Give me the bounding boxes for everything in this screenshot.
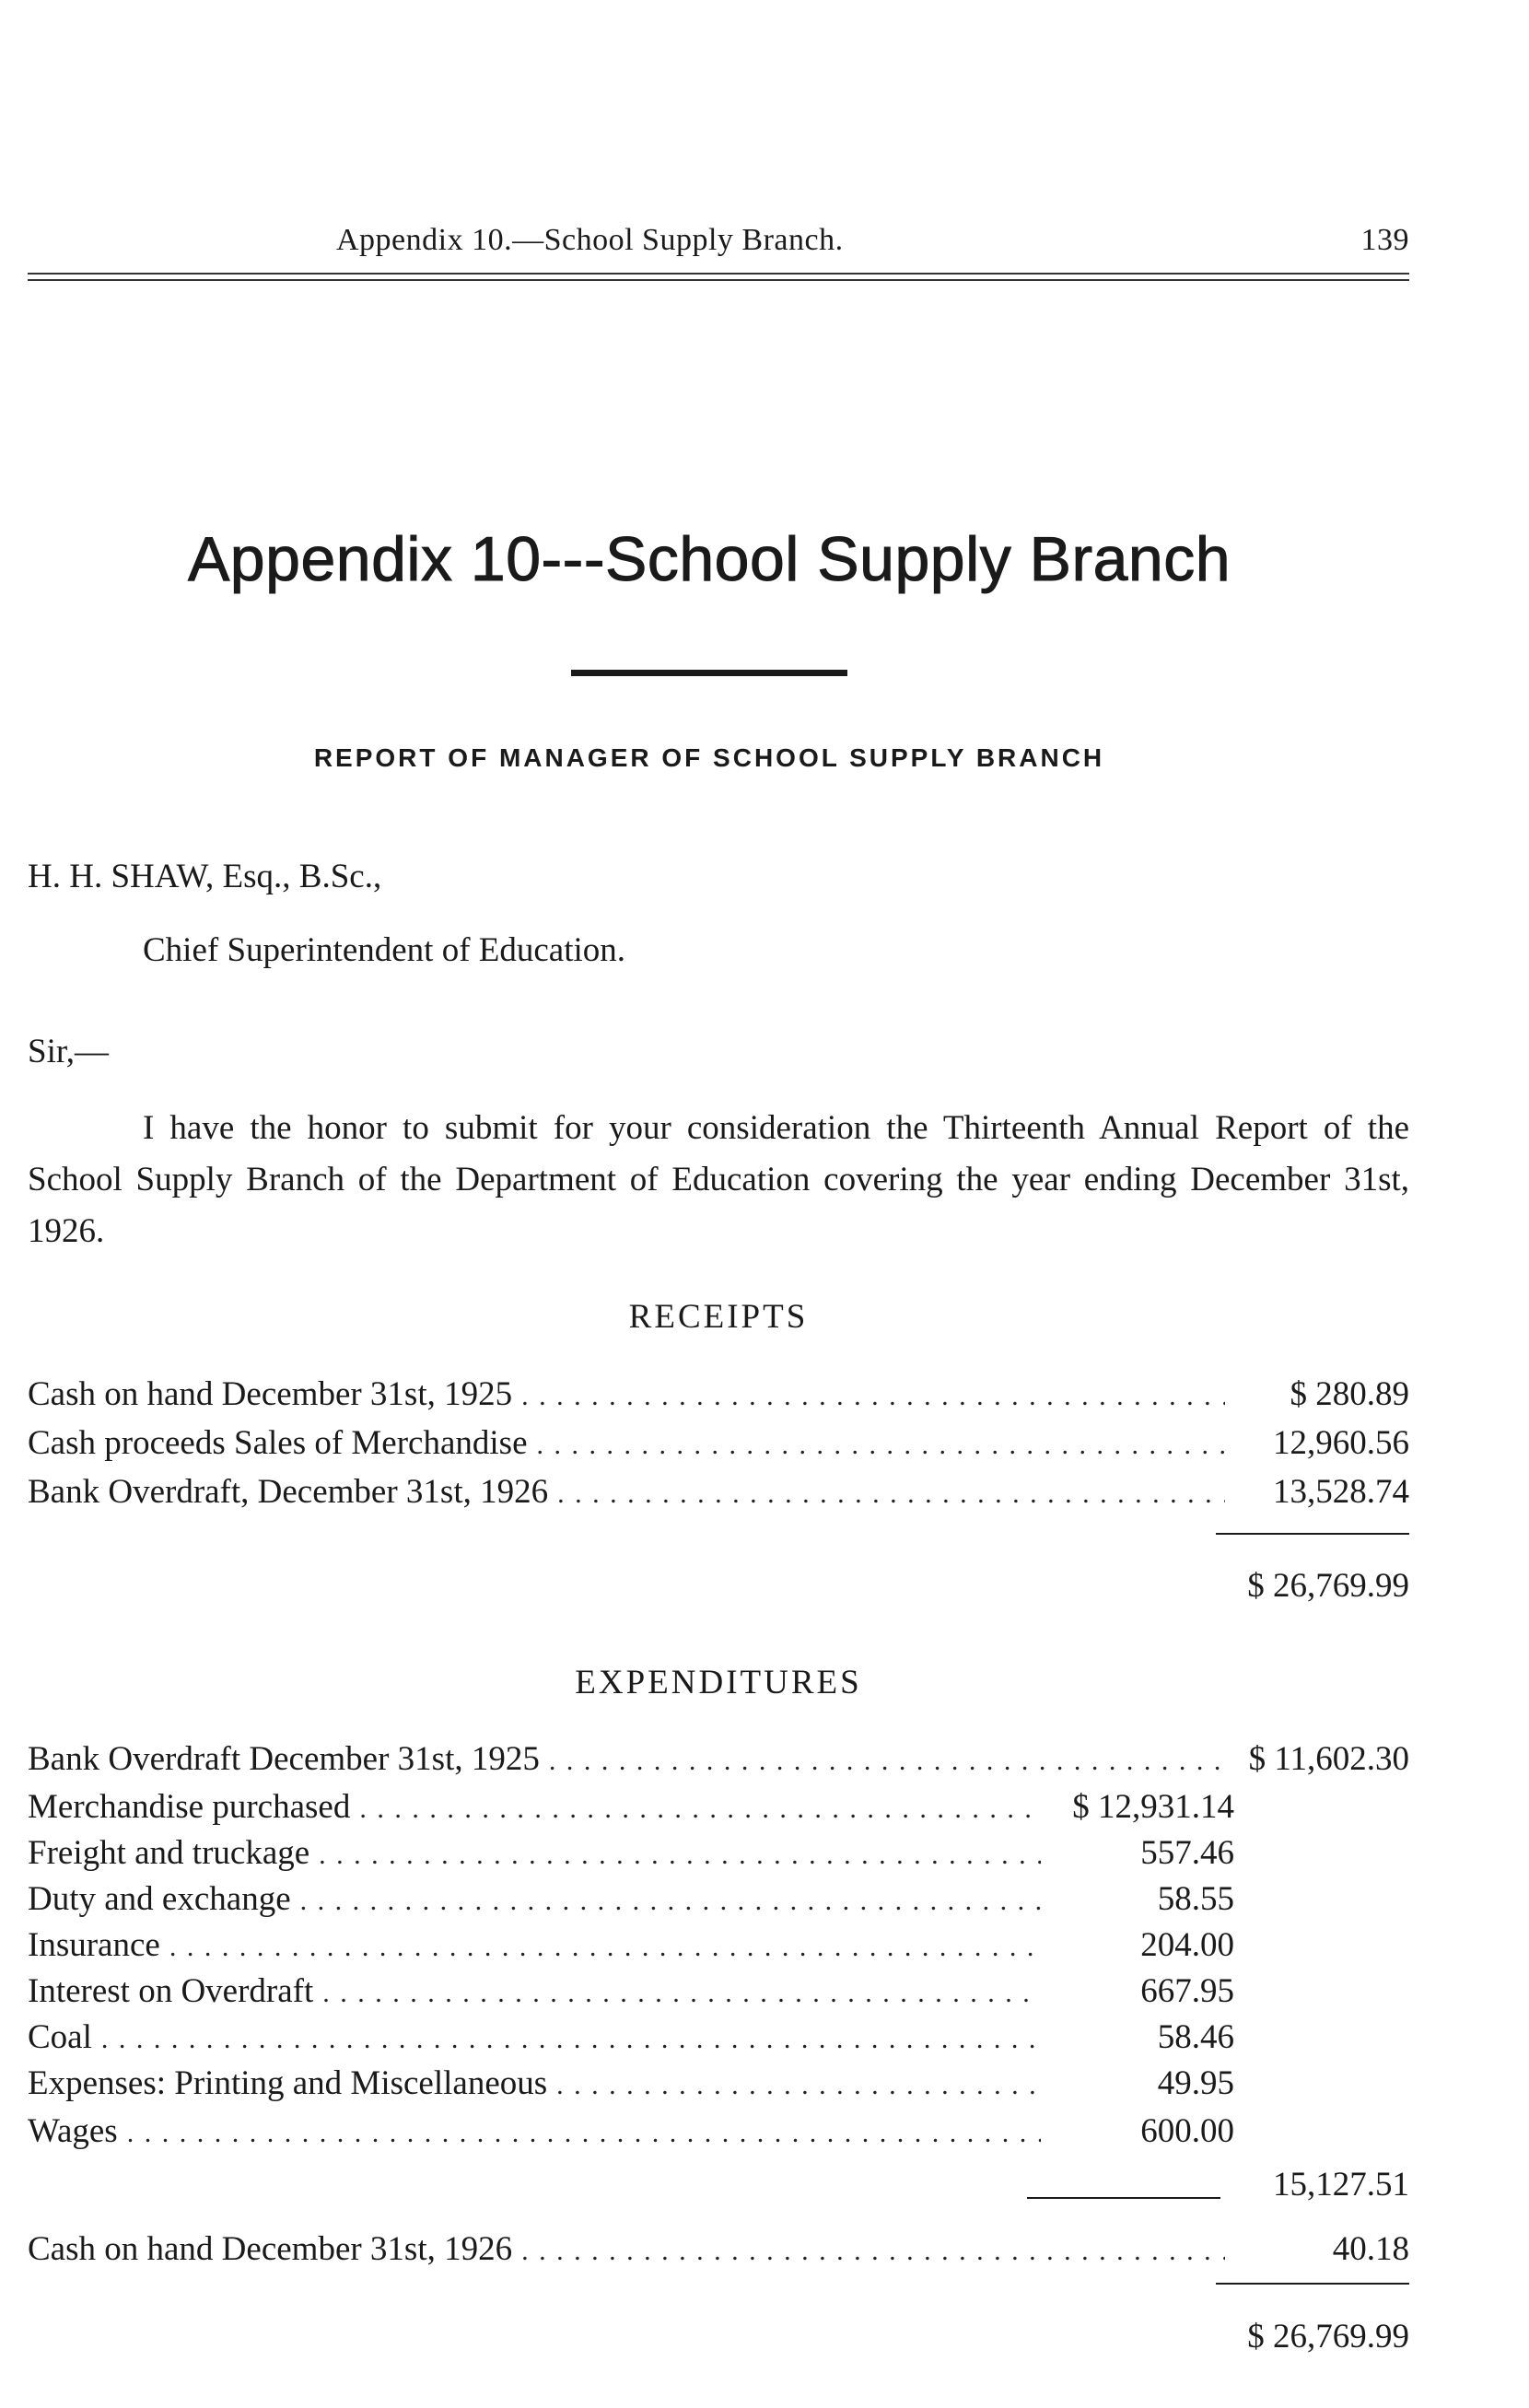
expenditure-item-amount: 49.95 (1157, 2064, 1234, 2102)
leader-dots (557, 1479, 1225, 1510)
receipt-label: Bank Overdraft, December 31st, 1926 (28, 1473, 549, 1511)
receipts-sum-line (1216, 1533, 1409, 1535)
expenditure-item-label: Wages (28, 2112, 118, 2150)
expenditure-item-label: Freight and truckage (28, 1834, 310, 1872)
expenditure-item-label: Merchandise purchased (28, 1788, 351, 1826)
expenditure-row (28, 1739, 1409, 1783)
expenditure-item-row (28, 2111, 1234, 2156)
receipt-label: Cash on hand December 31st, 1925 (28, 1375, 513, 1413)
expenditure-item-row (28, 2017, 1234, 2062)
expenditure-amount: $ 11,602.30 (1248, 1740, 1409, 1778)
leader-dots (537, 1430, 1226, 1461)
expenditure-item-label: Coal (28, 2018, 92, 2056)
expenditure-items-subtotal: 15,127.51 (1273, 2166, 1409, 2203)
receipt-row (28, 1472, 1409, 1516)
cash-on-hand-amount: 40.18 (1332, 2230, 1409, 2268)
leader-dots (101, 2024, 1041, 2055)
page-number: 139 (1360, 223, 1409, 257)
leader-dots (521, 2236, 1225, 2267)
header-double-rule (28, 273, 1409, 281)
expenditure-item-amount: 58.46 (1157, 2018, 1234, 2056)
receipts-heading: RECEIPTS (628, 1298, 809, 1336)
expenditure-item-row (28, 1971, 1234, 2016)
expenditure-item-row (28, 1925, 1234, 1970)
receipt-label: Cash proceeds Sales of Merchandise (28, 1424, 528, 1462)
leader-dots (549, 1746, 1225, 1777)
expenditures-sum-line (1216, 2283, 1409, 2285)
receipt-amount: $ 280.89 (1290, 1375, 1409, 1413)
expenditure-item-row (28, 1787, 1234, 1831)
expenditure-item-label: Insurance (28, 1926, 160, 1964)
expenditures-total: $ 26,769.99 (1247, 2318, 1409, 2355)
expenditure-item-label: Interest on Overdraft (28, 1972, 314, 2010)
leader-dots (300, 1886, 1041, 1917)
receipts-total: $ 26,769.99 (1247, 1567, 1409, 1605)
title-underline (571, 670, 847, 676)
salutation: Sir,— (28, 1033, 109, 1070)
expenditure-item-row (28, 1879, 1234, 1923)
expenditure-item-row (28, 2063, 1234, 2108)
leader-dots (127, 2118, 1041, 2149)
cash-on-hand-row (28, 2229, 1409, 2274)
expenditure-item-amount: 58.55 (1157, 1880, 1234, 1918)
leader-dots (521, 1381, 1225, 1412)
running-head-title: Appendix 10.—School Supply Branch. (336, 223, 844, 257)
leader-dots (359, 1794, 1041, 1825)
expenditure-items-sum-line (1027, 2197, 1220, 2199)
addressee-position: Chief Superintendent of Education. (143, 931, 626, 969)
leader-dots (322, 1978, 1041, 2009)
expenditure-item-label: Expenses: Printing and Miscellaneous (28, 2064, 548, 2102)
body-paragraph: I have the honor to submit for your consideration the Thirteenth Annual Report of the School Supply Branch of the Department of Education covering the year ending December 31st, 1926. (28, 1109, 1409, 1250)
expenditure-item-label: Duty and exchange (28, 1880, 291, 1918)
receipt-row (28, 1423, 1409, 1467)
expenditure-item-amount: 557.46 (1140, 1834, 1234, 1872)
leader-dots (556, 2070, 1041, 2101)
receipt-amount: 13,528.74 (1273, 1473, 1409, 1511)
expenditure-item-amount: 204.00 (1140, 1926, 1234, 1964)
addressee-name: H. H. SHAW, Esq., B.Sc., (28, 858, 382, 895)
receipt-amount: 12,960.56 (1273, 1424, 1409, 1462)
leader-dots (169, 1932, 1041, 1963)
cash-on-hand-label: Cash on hand December 31st, 1926 (28, 2230, 513, 2268)
expenditure-label: Bank Overdraft December 31st, 1925 (28, 1740, 540, 1778)
receipt-row (28, 1374, 1409, 1419)
report-subtitle: REPORT OF MANAGER OF SCHOOL SUPPLY BRANCH (313, 743, 1105, 772)
page-title: Appendix 10---School Supply Branch (187, 524, 1231, 594)
leader-dots (319, 1840, 1041, 1871)
expenditure-item-row (28, 1833, 1234, 1877)
expenditure-item-amount: 667.95 (1140, 1972, 1234, 2010)
expenditure-item-amount: 600.00 (1140, 2112, 1234, 2150)
expenditure-item-amount: $ 12,931.14 (1072, 1788, 1234, 1826)
expenditures-heading: EXPENDITURES (575, 1664, 862, 1701)
